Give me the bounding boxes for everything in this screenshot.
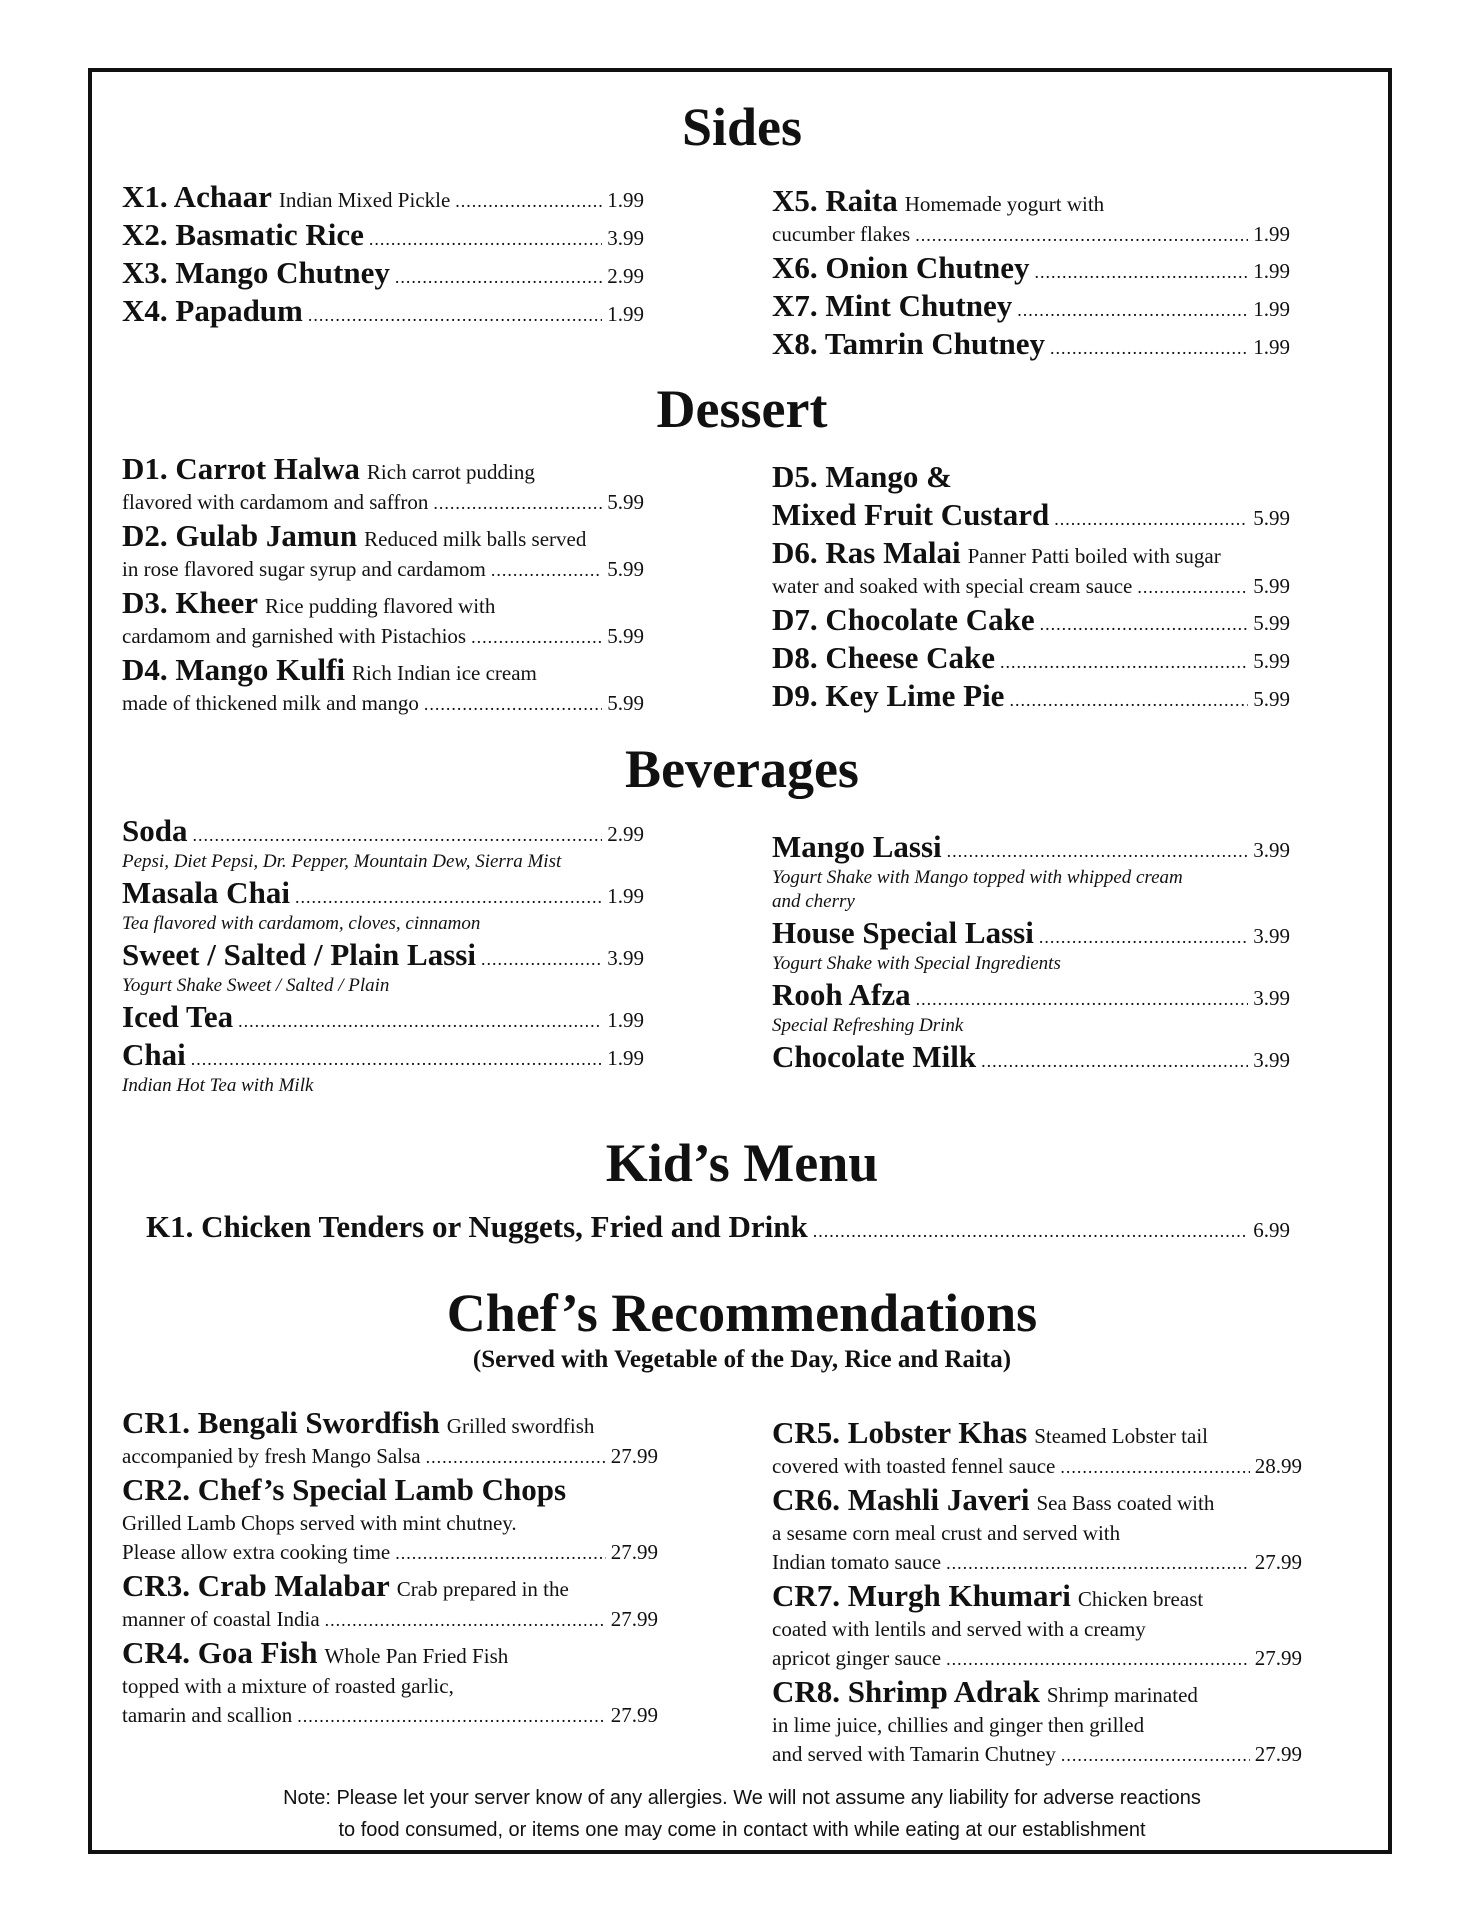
menu-item bbox=[772, 325, 1290, 363]
menu-item-price-row bbox=[772, 1740, 1302, 1769]
menu-item-header bbox=[122, 584, 644, 622]
beverage-row bbox=[772, 976, 1290, 1014]
section-title-sides: Sides bbox=[681, 97, 803, 157]
menu-item-description-line: water and soaked with special cream sauce bbox=[772, 574, 1133, 598]
beverage-name: House Special Lassi bbox=[772, 915, 1034, 950]
menu-item-row bbox=[122, 292, 644, 330]
menu-item-description-line: apricot ginger sauce bbox=[772, 1646, 942, 1670]
menu-item-header bbox=[772, 1414, 1302, 1452]
menu-item bbox=[772, 496, 1290, 534]
menu-item-price-row bbox=[772, 572, 1290, 601]
sides-left-column bbox=[122, 178, 644, 330]
menu-item-name: X5. Raita bbox=[772, 183, 898, 218]
menu-item-price: 28.99 bbox=[1254, 1454, 1302, 1478]
menu-item-name: D9. Key Lime Pie bbox=[772, 678, 1005, 713]
menu-item-name: CR8. Shrimp Adrak bbox=[772, 1674, 1040, 1709]
menu-item-price-row bbox=[122, 1701, 658, 1730]
menu-item-description: Crab prepared in the bbox=[396, 1577, 569, 1601]
menu-item-name: D2. Gulab Jamun bbox=[122, 518, 358, 553]
beverage-description: Yogurt Shake Sweet / Salted / Plain bbox=[122, 975, 390, 996]
dot-leader bbox=[191, 1049, 603, 1070]
menu-item-description: Reduced milk balls served bbox=[364, 527, 587, 551]
menu-item bbox=[772, 639, 1290, 677]
menu-item-description-line: Grilled Lamb Chops served with mint chutney. bbox=[122, 1511, 517, 1535]
menu-item bbox=[772, 287, 1290, 325]
menu-item-description-line: cardamom and garnished with Pistachios bbox=[122, 624, 467, 648]
menu-item bbox=[122, 178, 644, 216]
kids-item bbox=[146, 1208, 1290, 1246]
dot-leader bbox=[295, 887, 602, 908]
dot-leader bbox=[1017, 300, 1248, 321]
beverages-right-column bbox=[772, 828, 1290, 1076]
dot-leader bbox=[915, 225, 1248, 246]
menu-item-name: X3. Mango Chutney bbox=[122, 255, 390, 290]
menu-item-name: X7. Mint Chutney bbox=[772, 288, 1013, 323]
dot-leader bbox=[1039, 927, 1248, 948]
menu-item bbox=[772, 1673, 1302, 1769]
beverage-row bbox=[122, 936, 644, 974]
menu-item-name: CR4. Goa Fish bbox=[122, 1635, 318, 1670]
beverage-item bbox=[122, 874, 644, 936]
beverage-description: Tea flavored with cardamom, cloves, cinnamon bbox=[122, 913, 481, 934]
menu-item-name: X2. Basmatic Rice bbox=[122, 217, 364, 252]
menu-item-description: Chicken breast bbox=[1077, 1587, 1204, 1611]
section-title-chef: Chef’s Recommendations bbox=[446, 1283, 1038, 1343]
allergy-note-line-2: to food consumed, or items one may come in contact with while eating at our establishment bbox=[338, 1819, 1146, 1841]
dot-leader bbox=[481, 949, 602, 970]
menu-item-row bbox=[772, 677, 1290, 715]
menu-item-description-line: manner of coastal India bbox=[122, 1607, 320, 1631]
section-title-kids: Kid’s Menu bbox=[605, 1133, 879, 1193]
menu-item bbox=[122, 584, 644, 651]
beverage-row bbox=[122, 812, 644, 850]
menu-item-name: CR3. Crab Malabar bbox=[122, 1568, 390, 1603]
dot-leader bbox=[1060, 1457, 1249, 1478]
menu-item-name: X4. Papadum bbox=[122, 293, 303, 328]
menu-item-price: 27.99 bbox=[610, 1703, 658, 1727]
menu-item bbox=[122, 1471, 658, 1567]
menu-item bbox=[122, 292, 644, 330]
beverage-name: Rooh Afza bbox=[772, 977, 911, 1012]
menu-item-description-line: a sesame corn meal crust and served with bbox=[772, 1521, 1121, 1545]
section-title-dessert: Dessert bbox=[656, 379, 828, 439]
beverage-name: Masala Chai bbox=[122, 875, 290, 910]
menu-item-price: 5.99 bbox=[1253, 611, 1290, 635]
dot-leader bbox=[1050, 338, 1248, 359]
sides-right-column bbox=[772, 182, 1290, 363]
menu-item-description-line: made of thickened milk and mango bbox=[122, 691, 419, 715]
menu-item-header bbox=[122, 651, 644, 689]
menu-item-row bbox=[772, 287, 1290, 325]
menu-item-description: Whole Pan Fried Fish bbox=[324, 1644, 509, 1668]
menu-item-price: 5.99 bbox=[1253, 506, 1290, 530]
beverage-item bbox=[772, 976, 1290, 1038]
menu-item-row bbox=[122, 254, 644, 292]
menu-item-price: 1.99 bbox=[1253, 335, 1290, 359]
section-title-beverages: Beverages bbox=[625, 739, 859, 799]
beverage-item bbox=[122, 936, 644, 998]
menu-item-description: Sea Bass coated with bbox=[1036, 1491, 1215, 1515]
menu-item-description-line: Indian tomato sauce bbox=[772, 1550, 942, 1574]
menu-item bbox=[772, 1577, 1302, 1673]
menu-item-description-line: topped with a mixture of roasted garlic, bbox=[122, 1674, 454, 1698]
beverage-description: Special Refreshing Drink bbox=[772, 1015, 964, 1036]
chef-left-column bbox=[122, 1404, 658, 1730]
menu-item-price: 5.99 bbox=[1253, 649, 1290, 673]
dot-leader bbox=[433, 493, 602, 514]
dot-leader bbox=[1000, 652, 1248, 673]
menu-item-name: D8. Cheese Cake bbox=[772, 640, 995, 675]
dot-leader bbox=[192, 825, 602, 846]
menu-item-name: D4. Mango Kulfi bbox=[122, 652, 346, 687]
dot-leader bbox=[1035, 262, 1249, 283]
menu-item-row bbox=[772, 249, 1290, 287]
menu-item-header bbox=[122, 517, 644, 555]
menu-item-description: Steamed Lobster tail bbox=[1034, 1424, 1209, 1448]
beverage-price: 3.99 bbox=[607, 946, 644, 970]
menu-item-header bbox=[772, 534, 1290, 572]
dot-leader bbox=[471, 627, 602, 648]
menu-item-name: X1. Achaar bbox=[122, 179, 272, 214]
menu-item-description-line: accompanied by fresh Mango Salsa bbox=[122, 1444, 421, 1468]
menu-item-name: CR1. Bengali Swordfish bbox=[122, 1405, 440, 1440]
dot-leader bbox=[1054, 509, 1248, 530]
menu-item-header bbox=[122, 1404, 658, 1442]
allergy-note-line-1: Note: Please let your server know of any allergies. We will not assume any liability for adverse reactions bbox=[283, 1787, 1201, 1809]
menu-item-description-line: Please allow extra cooking time bbox=[122, 1540, 391, 1564]
menu-item-price-row bbox=[122, 1442, 658, 1471]
menu-item-description-line: coated with lentils and served with a creamy bbox=[772, 1617, 1146, 1641]
menu-item-price-row bbox=[122, 488, 644, 517]
menu-item-description-line: tamarin and scallion bbox=[122, 1703, 293, 1727]
beverage-description: and cherry bbox=[772, 891, 855, 912]
beverage-row bbox=[122, 998, 644, 1036]
beverage-name: Chocolate Milk bbox=[772, 1039, 977, 1074]
beverage-price: 3.99 bbox=[1253, 986, 1290, 1010]
dot-leader bbox=[1137, 577, 1248, 598]
menu-item-price: 1.99 bbox=[607, 302, 644, 326]
menu-item bbox=[772, 601, 1290, 639]
menu-item bbox=[122, 1634, 658, 1730]
menu-item bbox=[772, 1414, 1302, 1481]
beverage-description: Yogurt Shake with Mango topped with whipped cream bbox=[772, 867, 1183, 888]
beverage-price: 3.99 bbox=[1253, 1048, 1290, 1072]
menu-item-price: 3.99 bbox=[607, 226, 644, 250]
beverage-description: Indian Hot Tea with Milk bbox=[122, 1075, 314, 1096]
beverage-name: Mango Lassi bbox=[772, 829, 942, 864]
dot-leader bbox=[947, 841, 1249, 862]
dot-leader bbox=[308, 305, 602, 326]
menu-item-description: Grilled swordfish bbox=[446, 1414, 595, 1438]
menu-item bbox=[772, 534, 1290, 601]
menu-item-header bbox=[772, 1673, 1302, 1711]
menu-item-price: 27.99 bbox=[610, 1444, 658, 1468]
menu-item-price: 27.99 bbox=[610, 1540, 658, 1564]
menu-item-description-line: and served with Tamarin Chutney bbox=[772, 1742, 1056, 1766]
dot-leader bbox=[946, 1553, 1250, 1574]
dot-leader bbox=[1061, 1745, 1250, 1766]
menu-item-price: 2.99 bbox=[607, 264, 644, 288]
menu-item bbox=[772, 1481, 1302, 1577]
menu-item-description: Rich Indian ice cream bbox=[352, 661, 537, 685]
menu-item-row bbox=[772, 325, 1290, 363]
beverage-description: Pepsi, Diet Pepsi, Dr. Pepper, Mountain Dew, Sierra Mist bbox=[122, 851, 562, 872]
dessert-d5-first-line: D5. Mango & bbox=[772, 459, 952, 494]
dot-leader bbox=[424, 694, 602, 715]
menu-item-name: CR5. Lobster Khas bbox=[772, 1415, 1028, 1450]
dot-leader bbox=[491, 560, 602, 581]
menu-item-price: 1.99 bbox=[1253, 297, 1290, 321]
menu-item-description: Shrimp marinated bbox=[1046, 1683, 1198, 1707]
dot-leader bbox=[946, 1649, 1250, 1670]
menu-item-price: 5.99 bbox=[1253, 574, 1290, 598]
menu-item-description: Rich carrot pudding bbox=[366, 460, 535, 484]
menu-item-description-line: in lime juice, chillies and ginger then grilled bbox=[772, 1713, 1145, 1737]
beverage-row bbox=[772, 914, 1290, 952]
menu-item-name: CR6. Mashli Javeri bbox=[772, 1482, 1030, 1517]
dot-leader bbox=[395, 1543, 605, 1564]
menu-item-description: Rice pudding flavored with bbox=[265, 594, 496, 618]
menu-item-price: 27.99 bbox=[1254, 1742, 1302, 1766]
menu-item-price: 5.99 bbox=[607, 691, 644, 715]
menu-item-header bbox=[122, 1471, 658, 1509]
menu-item-name: D3. Kheer bbox=[122, 585, 259, 620]
menu-item-price-row bbox=[772, 220, 1290, 249]
beverage-price: 2.99 bbox=[607, 822, 644, 846]
menu-item bbox=[122, 651, 644, 718]
kids-item-price: 6.99 bbox=[1253, 1218, 1290, 1242]
dot-leader bbox=[426, 1447, 606, 1468]
menu-item-price: 1.99 bbox=[1253, 259, 1290, 283]
beverage-name: Sweet / Salted / Plain Lassi bbox=[122, 937, 476, 972]
menu-item bbox=[772, 677, 1290, 715]
dot-leader bbox=[297, 1706, 605, 1727]
menu-item-description: Panner Patti boiled with sugar bbox=[967, 544, 1221, 568]
menu-item bbox=[122, 1404, 658, 1471]
dot-leader bbox=[813, 1221, 1249, 1242]
dot-leader bbox=[1009, 690, 1248, 711]
beverage-name: Chai bbox=[122, 1037, 186, 1072]
beverage-item bbox=[122, 1036, 644, 1098]
beverage-row bbox=[122, 874, 644, 912]
beverage-row bbox=[772, 1038, 1290, 1076]
beverage-row bbox=[772, 828, 1290, 866]
menu-item-row bbox=[772, 601, 1290, 639]
menu-item-price-row bbox=[772, 1452, 1302, 1481]
menu-item-header bbox=[772, 182, 1290, 220]
menu-item-header bbox=[772, 1577, 1302, 1615]
menu-item-header bbox=[122, 1634, 658, 1672]
dot-leader bbox=[395, 267, 602, 288]
beverage-name: Iced Tea bbox=[122, 999, 234, 1034]
menu-item bbox=[772, 182, 1290, 249]
menu-item bbox=[122, 517, 644, 584]
menu-item-price-row bbox=[122, 1605, 658, 1634]
menu-item bbox=[122, 450, 644, 517]
beverage-description: Yogurt Shake with Special Ingredients bbox=[772, 953, 1061, 974]
menu-item-description-line: in rose flavored sugar syrup and cardamom bbox=[122, 557, 486, 581]
menu-item-name: D1. Carrot Halwa bbox=[122, 451, 360, 486]
beverage-item bbox=[122, 812, 644, 874]
menu-item-price: 27.99 bbox=[610, 1607, 658, 1631]
menu-item-price: 27.99 bbox=[1254, 1646, 1302, 1670]
dot-leader bbox=[369, 229, 602, 250]
kids-item-name: K1. Chicken Tenders or Nuggets, Fried and Drink bbox=[146, 1209, 808, 1244]
menu-item-header bbox=[122, 1567, 658, 1605]
beverages-left-column bbox=[122, 812, 644, 1098]
menu-item-price-row bbox=[772, 1644, 1302, 1673]
menu-item-row bbox=[772, 639, 1290, 677]
menu-item-price: 5.99 bbox=[607, 557, 644, 581]
beverage-price: 1.99 bbox=[607, 1008, 644, 1032]
menu-item-name: CR2. Chef’s Special Lamb Chops bbox=[122, 1472, 567, 1507]
menu-item-header bbox=[122, 450, 644, 488]
dot-leader bbox=[455, 191, 602, 212]
menu-item-price: 27.99 bbox=[1254, 1550, 1302, 1574]
menu-item-row bbox=[772, 496, 1290, 534]
menu-item-price: 5.99 bbox=[607, 490, 644, 514]
menu-item-price-row bbox=[122, 1538, 658, 1567]
menu-item-price: 1.99 bbox=[1253, 222, 1290, 246]
menu-item-name: D6. Ras Malai bbox=[772, 535, 961, 570]
beverage-item bbox=[772, 828, 1290, 914]
dot-leader bbox=[325, 1610, 606, 1631]
beverage-item bbox=[772, 1038, 1290, 1076]
menu-item-price-row bbox=[122, 555, 644, 584]
beverage-name: Soda bbox=[122, 813, 188, 848]
menu-item-description-line: flavored with cardamom and saffron bbox=[122, 490, 429, 514]
menu-item-name: D7. Chocolate Cake bbox=[772, 602, 1035, 637]
menu-item-price: 5.99 bbox=[1253, 687, 1290, 711]
beverage-row bbox=[122, 1036, 644, 1074]
menu-item-name: X8. Tamrin Chutney bbox=[772, 326, 1046, 361]
menu-item bbox=[122, 1567, 658, 1634]
beverage-price: 3.99 bbox=[1253, 838, 1290, 862]
beverage-item bbox=[122, 998, 644, 1036]
menu-item-price: 1.99 bbox=[607, 188, 644, 212]
menu-item-row bbox=[122, 216, 644, 254]
dot-leader bbox=[1040, 614, 1249, 635]
dot-leader bbox=[916, 989, 1249, 1010]
dessert-right-column bbox=[772, 458, 1290, 715]
menu-item-price: 5.99 bbox=[607, 624, 644, 648]
chef-right-column bbox=[772, 1414, 1302, 1769]
menu-item-name: CR7. Murgh Khumari bbox=[772, 1578, 1071, 1613]
menu-item-price-row bbox=[122, 622, 644, 651]
menu-item-name: X6. Onion Chutney bbox=[772, 250, 1030, 285]
menu-item-header bbox=[772, 1481, 1302, 1519]
beverage-item bbox=[772, 914, 1290, 976]
menu-item bbox=[772, 249, 1290, 287]
menu-item bbox=[122, 254, 644, 292]
menu-item-name: Mixed Fruit Custard bbox=[772, 497, 1050, 532]
dot-leader bbox=[238, 1011, 602, 1032]
menu-item bbox=[122, 216, 644, 254]
chef-subtitle: (Served with Vegetable of the Day, Rice and Raita) bbox=[472, 1346, 1012, 1373]
menu-item-description-line: covered with toasted fennel sauce bbox=[772, 1454, 1056, 1478]
menu-item-price-row bbox=[122, 689, 644, 718]
beverage-price: 1.99 bbox=[607, 884, 644, 908]
menu-item-description-line: cucumber flakes bbox=[772, 222, 911, 246]
menu-item-description: Homemade yogurt with bbox=[904, 192, 1105, 216]
menu-item-price-row bbox=[772, 1548, 1302, 1577]
menu-item-description: Indian Mixed Pickle bbox=[278, 188, 451, 212]
dot-leader bbox=[981, 1051, 1248, 1072]
beverage-price: 3.99 bbox=[1253, 924, 1290, 948]
menu-item-row bbox=[122, 178, 644, 216]
beverage-price: 1.99 bbox=[607, 1046, 644, 1070]
dessert-left-column bbox=[122, 450, 644, 718]
